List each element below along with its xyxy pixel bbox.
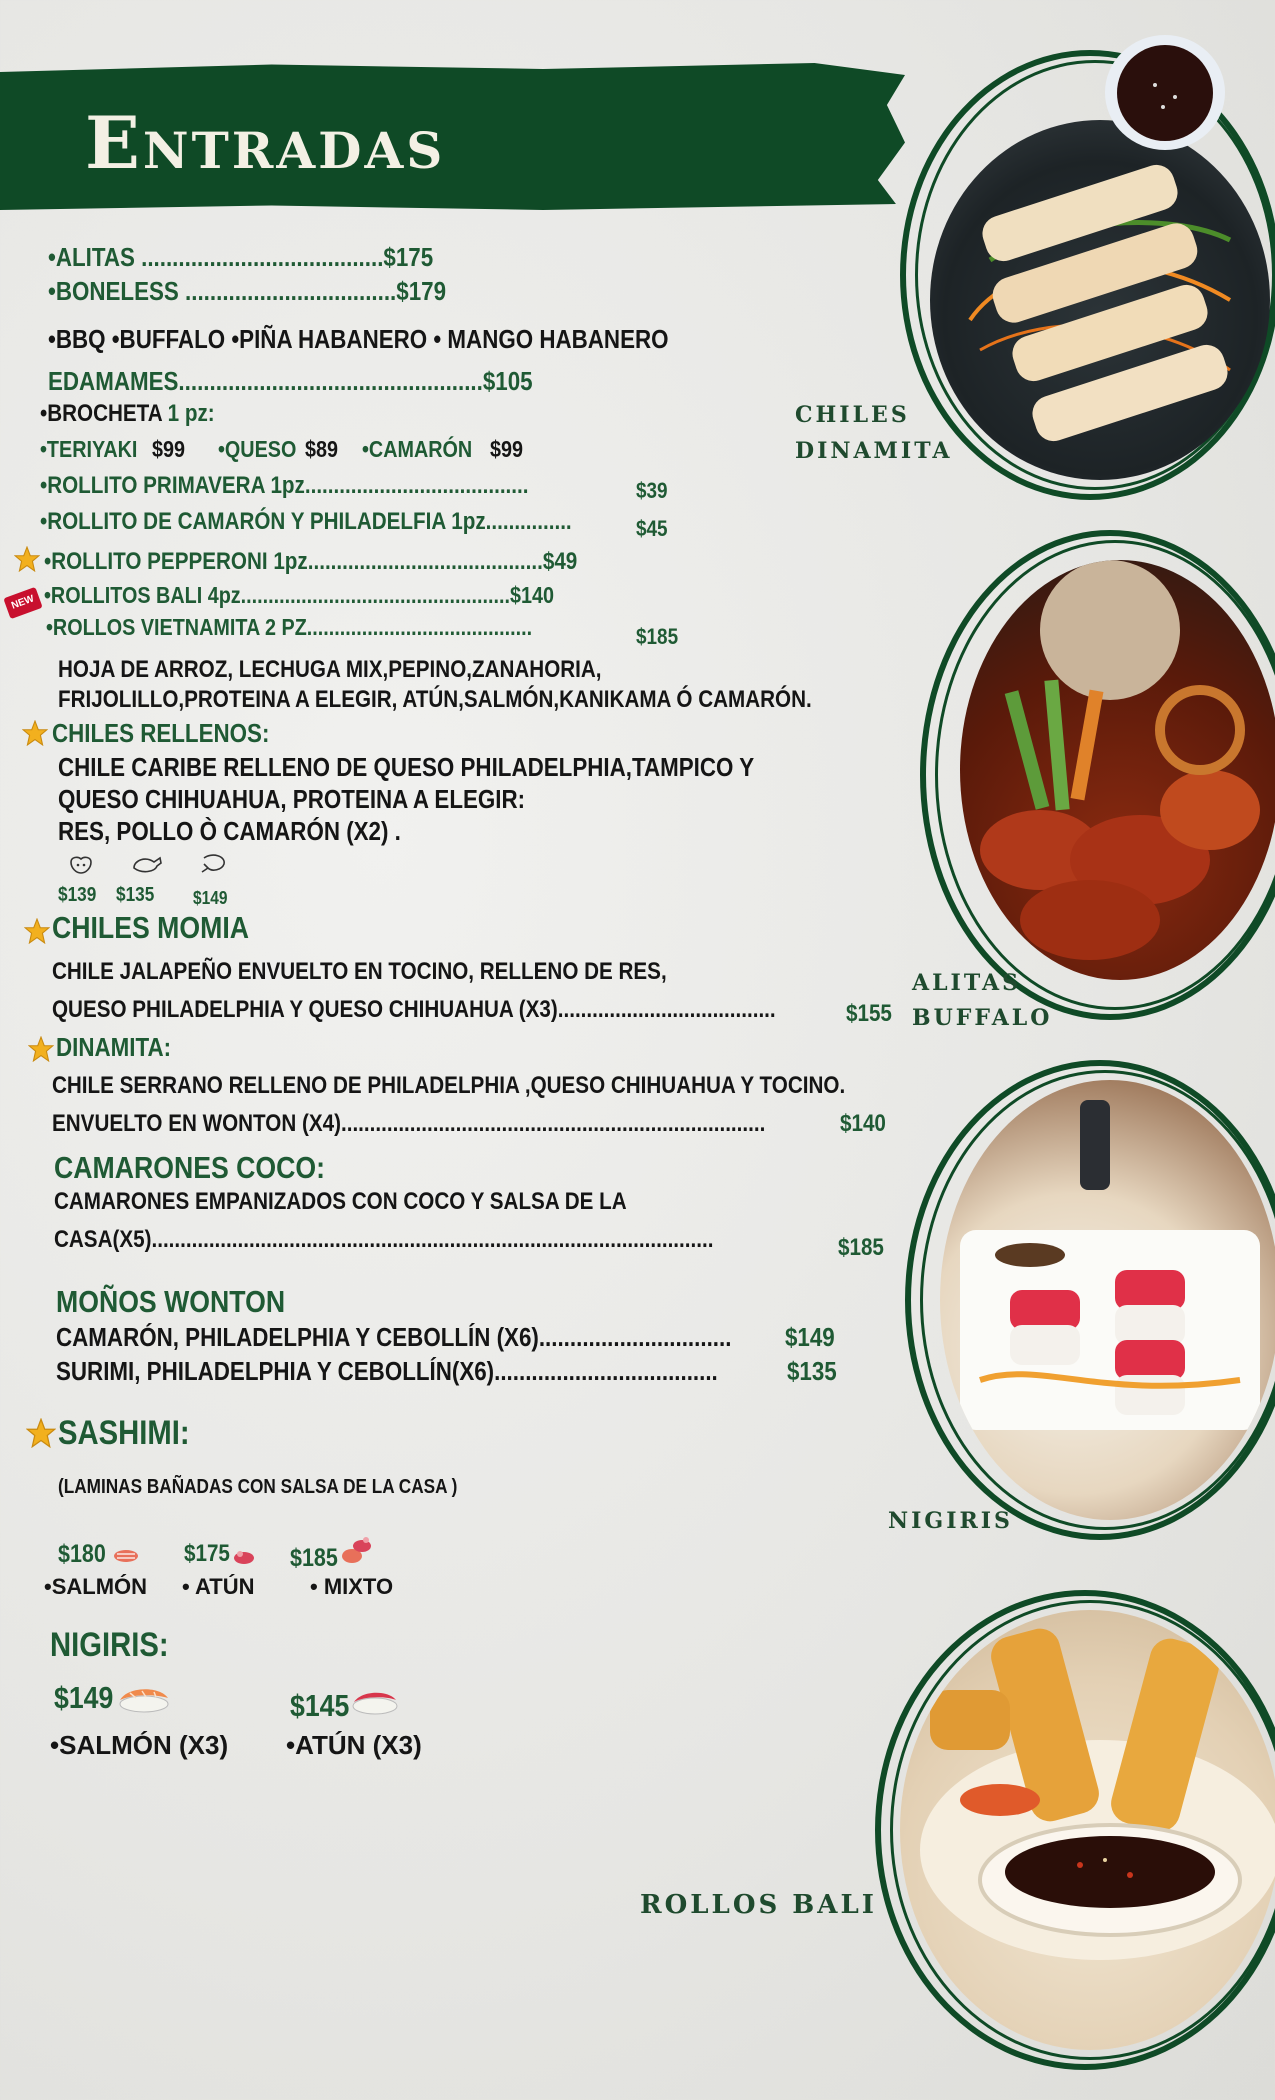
nigiris-photo (940, 1080, 1275, 1520)
sashimi-salmon: •SALMÓN (44, 1574, 148, 1599)
item-rollitos-bali: •ROLLITOS BALI 4pz.................................................$140 (44, 582, 554, 608)
caption-chiles-dinamita-1: CHILES (795, 402, 910, 428)
camarones-coco-desc-1: CAMARONES EMPANIZADOS CON COCO Y SALSA DE LA (54, 1188, 627, 1215)
alitas-buffalo-illustration (960, 560, 1275, 980)
page-title: Entradas (85, 100, 446, 185)
nigiris-illustration (940, 1080, 1275, 1520)
sashimi-desc: (LAMINAS BAÑADAS CON SALSA DE LA CASA ) (58, 1476, 458, 1498)
price-pollo: $135 (116, 884, 155, 906)
monos-line-2: SURIMI, PHILADELPHIA Y CEBOLLÍN(X6).................................... (56, 1356, 718, 1386)
caption-rollos-bali: ROLLOS BALI (640, 1890, 877, 1920)
mixto-icon (340, 1534, 374, 1566)
sauce-bowl-illustration (1105, 35, 1225, 150)
dinamita-price: $140 (840, 1110, 886, 1137)
star-icon (22, 720, 48, 746)
tuna-icon (232, 1548, 256, 1566)
brocheta-teriyaki-price: $99 (152, 436, 186, 462)
monos-line-1: CAMARÓN, PHILADELPHIA Y CEBOLLÍN (X6)............................... (56, 1322, 732, 1352)
item-boneless: •BONELESS ..................................$179 (48, 276, 447, 306)
brocheta-teriyaki: •TERIYAKI (40, 436, 138, 462)
item-dinamita: DINAMITA: (56, 1032, 172, 1062)
item-monos-wonton: MOÑOS WONTON (56, 1284, 286, 1319)
nigiri-salmon-icon (116, 1684, 172, 1714)
chiles-rellenos-desc-3: RES, POLLO Ò CAMARÓN (X2) . (58, 816, 401, 846)
item-edamames: EDAMAMES.................................................$105 (48, 366, 533, 396)
chiles-dinamita-photo (930, 120, 1270, 480)
dinamita-desc-2: ENVUELTO EN WONTON (X4).......................................................................... (52, 1110, 766, 1137)
sashimi-salmon-price: $180 (58, 1540, 106, 1568)
sashimi-atun-price: $175 (184, 1540, 230, 1567)
item-nigiris: NIGIRIS: (50, 1626, 169, 1664)
item-rollito-pepperoni: •ROLLITO PEPPERONI 1pz.........................................$49 (44, 548, 578, 575)
brocheta-qty: 1 pz: (161, 400, 215, 427)
sauce-options: •BBQ •BUFFALO •PIÑA HABANERO • MANGO HABANERO (48, 324, 669, 354)
chiles-dinamita-illustration (930, 120, 1270, 480)
chicken-icon (130, 854, 164, 876)
monos-price-1: $149 (785, 1322, 835, 1352)
chiles-rellenos-desc-1: CHILE CARIBE RELLENO DE QUESO PHILADELPHIA,TAMPICO Y (58, 752, 755, 782)
chiles-momia-price: $155 (846, 1000, 892, 1027)
caption-alitas-buffalo-2: BUFFALO (912, 1005, 1053, 1031)
nigiri-salmon: •SALMÓN (X3) (50, 1730, 229, 1760)
chiles-momia-desc-2: QUESO PHILADELPHIA Y QUESO CHIHUAHUA (X3)...................................... (52, 996, 776, 1023)
new-badge-icon: NEW (3, 587, 42, 619)
item-rollito-camaron: •ROLLITO DE CAMARÓN Y PHILADELFIA 1pz............... (40, 508, 572, 535)
item-rollos-vietnamita: •ROLLOS VIETNAMITA 2 PZ......................................... (46, 614, 533, 640)
brocheta-queso: •QUESO (218, 436, 297, 462)
rollos-vietnamita-price: $185 (636, 624, 679, 649)
chiles-momia-desc-1: CHILE JALAPEÑO ENVUELTO EN TOCINO, RELLENO DE RES, (52, 958, 667, 985)
item-chiles-momia: CHILES MOMIA (52, 910, 249, 945)
monos-price-2: $135 (787, 1356, 837, 1386)
star-icon (26, 1418, 56, 1448)
price-camaron: $149 (193, 888, 228, 908)
item-sashimi: SASHIMI: (58, 1414, 190, 1452)
sashimi-atun: • ATÚN (182, 1574, 255, 1599)
dinamita-desc-1: CHILE SERRANO RELLENO DE PHILADELPHIA ,QUESO CHIHUAHUA Y TOCINO. (52, 1072, 846, 1099)
item-rollito-primavera: •ROLLITO PRIMAVERA 1pz....................................... (40, 472, 529, 499)
brocheta-camaron-price: $99 (490, 436, 524, 462)
caption-chiles-dinamita-2: DINAMITA (795, 438, 953, 464)
price-res: $139 (58, 884, 97, 906)
rollos-bali-photo (900, 1610, 1275, 2050)
chiles-rellenos-desc-2: QUESO CHIHUAHUA, PROTEINA A ELEGIR: (58, 784, 526, 814)
brocheta-camaron: •CAMARÓN (362, 436, 473, 462)
sauce-bowl-photo (1105, 35, 1225, 150)
sashimi-mixto-price: $185 (290, 1544, 338, 1572)
item-brocheta (40, 400, 215, 428)
brocheta-name: •BROCHETA (40, 400, 162, 427)
item-chiles-rellenos: CHILES RELLENOS: (52, 718, 270, 748)
camarones-coco-price: $185 (838, 1234, 884, 1261)
rollito-camaron-price: $45 (636, 516, 668, 541)
brocheta-queso-price: $89 (305, 436, 339, 462)
caption-alitas-buffalo-1: ALITAS (912, 970, 1021, 996)
nigiri-tuna-icon (350, 1688, 400, 1716)
alitas-buffalo-photo (960, 560, 1275, 980)
nigiri-atun: •ATÚN (X3) (286, 1730, 422, 1760)
nigiri-atun-price: $145 (290, 1688, 350, 1723)
shrimp-icon (198, 852, 230, 876)
camarones-coco-desc-2: CASA(X5).................................................................................................. (54, 1226, 714, 1253)
star-icon (28, 1036, 54, 1062)
vietnamita-desc-2: FRIJOLILLO,PROTEINA A ELEGIR, ATÚN,SALMÓN,KANIKAMA Ó CAMARÓN. (58, 686, 812, 713)
star-icon (24, 918, 50, 944)
sashimi-mixto: • MIXTO (310, 1574, 394, 1599)
star-icon (14, 546, 40, 572)
rollito-primavera-price: $39 (636, 478, 668, 503)
caption-nigiris: NIGIRIS (888, 1508, 1013, 1534)
salmon-icon (113, 1548, 139, 1564)
vietnamita-desc-1: HOJA DE ARROZ, LECHUGA MIX,PEPINO,ZANAHORIA, (58, 656, 602, 683)
cow-icon (68, 854, 94, 876)
rollos-bali-illustration (900, 1610, 1275, 2050)
item-alitas: •ALITAS .......................................$175 (48, 242, 434, 272)
item-camarones-coco: CAMARONES COCO: (54, 1150, 326, 1185)
nigiri-salmon-price: $149 (54, 1680, 114, 1715)
